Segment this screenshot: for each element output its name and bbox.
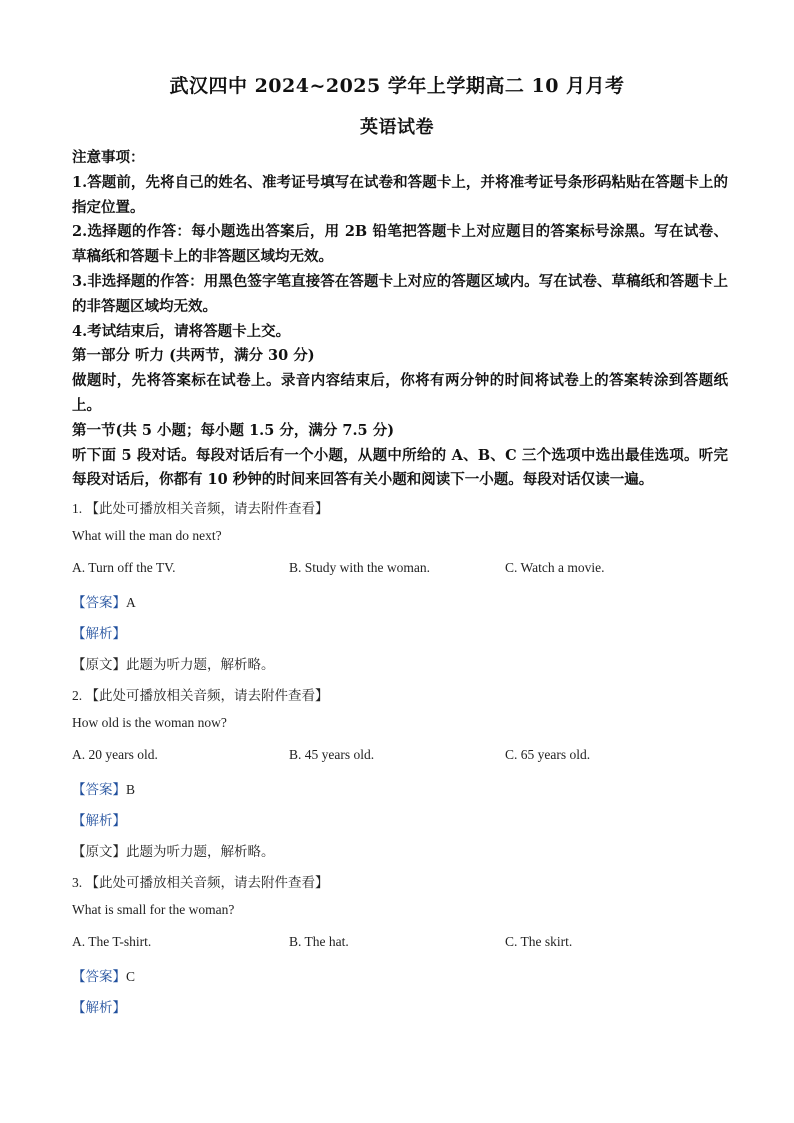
question-header bbox=[72, 497, 329, 517]
answer-line bbox=[72, 965, 135, 985]
question-number: 3. bbox=[72, 875, 83, 890]
analysis-line bbox=[72, 809, 126, 829]
audio-note[interactable]: 【此处可播放相关音频，请去附件查看】 bbox=[85, 875, 329, 891]
answer-value: C bbox=[126, 969, 136, 984]
question-stem: What is small for the woman? bbox=[72, 902, 235, 917]
option-a: A. The T-shirt. bbox=[72, 934, 152, 949]
option-b: B. Study with the woman. bbox=[289, 560, 430, 575]
instructions-block bbox=[72, 146, 728, 493]
original-text: 此题为听力题，解析略。 bbox=[126, 844, 275, 860]
notes-heading: 注意事项： bbox=[72, 149, 145, 166]
option-b: B. 45 years old. bbox=[289, 747, 375, 762]
original-line bbox=[72, 840, 275, 860]
answer-label: 【答案】 bbox=[72, 782, 126, 798]
analysis-label: 【解析】 bbox=[72, 626, 126, 642]
question-stem: What will the man do next? bbox=[72, 528, 222, 543]
question-stem: How old is the woman now? bbox=[72, 715, 227, 730]
answer-value: B bbox=[126, 782, 136, 797]
original-label: 【原文】 bbox=[72, 657, 126, 673]
exam-subtitle: 英语试卷 bbox=[360, 117, 434, 138]
part1-description: 做题时，先将答案标在试卷上。录音内容结束后，你将有两分钟的时间将试卷上的答案转涂到答题纸上。 bbox=[72, 372, 728, 414]
option-a: A. 20 years old. bbox=[72, 747, 158, 762]
notes-item: 4.考试结束后，请将答题卡上交。 bbox=[72, 322, 291, 340]
option-c: C. The skirt. bbox=[505, 934, 573, 949]
option-a: A. Turn off the TV. bbox=[72, 560, 176, 575]
analysis-line bbox=[72, 622, 126, 642]
option-b: B. The hat. bbox=[289, 934, 349, 949]
answer-label: 【答案】 bbox=[72, 969, 126, 985]
question-number: 1. bbox=[72, 501, 83, 516]
notes-item: 3.非选择题的作答：用黑色签字笔直接答在答题卡上对应的答题区域内。写在试卷、草稿纸和答题卡上的非答题区域均无效。 bbox=[72, 272, 728, 315]
analysis-label: 【解析】 bbox=[72, 813, 126, 829]
original-label: 【原文】 bbox=[72, 844, 126, 860]
original-line bbox=[72, 653, 275, 673]
question-header bbox=[72, 871, 329, 891]
analysis-label: 【解析】 bbox=[72, 1000, 126, 1016]
notes-item: 2.选择题的作答：每小题选出答案后，用 2B 铅笔把答题卡上对应题目的答案标号涂黑。写在试卷、草稿纸和答题卡上的非答题区域均无效。 bbox=[72, 223, 728, 266]
answer-line bbox=[72, 591, 136, 611]
analysis-line bbox=[72, 996, 126, 1016]
answer-label: 【答案】 bbox=[72, 595, 126, 611]
section1-description: 听下面 5 段对话。每段对话后有一个小题，从题中所给的 A、B、C 三个选项中选出最佳选项。听完每段对话后，你都有 10 秒钟的时间来回答有关小题和阅读下一小题。每段对话仅读一遍。 bbox=[72, 446, 728, 489]
part1-title: 第一部分 听力 (共两节，满分 30 分) bbox=[72, 347, 315, 365]
notes-item: 1.答题前，先将自己的姓名、准考证号填写在试卷和答题卡上，并将准考证号条形码粘贴在答题卡上的指定位置。 bbox=[72, 173, 728, 216]
option-c: C. 65 years old. bbox=[505, 747, 591, 762]
question-number: 2. bbox=[72, 688, 83, 703]
option-c: C. Watch a movie. bbox=[505, 560, 605, 575]
answer-value: A bbox=[126, 595, 136, 610]
section1-title: 第一节(共 5 小题；每小题 1.5 分，满分 7.5 分) bbox=[72, 421, 395, 439]
answer-line bbox=[72, 778, 135, 798]
exam-title: 武汉四中 2024~2025 学年上学期高二 10 月月考 bbox=[169, 75, 625, 97]
audio-note[interactable]: 【此处可播放相关音频，请去附件查看】 bbox=[85, 501, 329, 517]
original-text: 此题为听力题，解析略。 bbox=[126, 657, 275, 673]
question-header bbox=[72, 684, 329, 704]
audio-note[interactable]: 【此处可播放相关音频，请去附件查看】 bbox=[85, 688, 329, 704]
